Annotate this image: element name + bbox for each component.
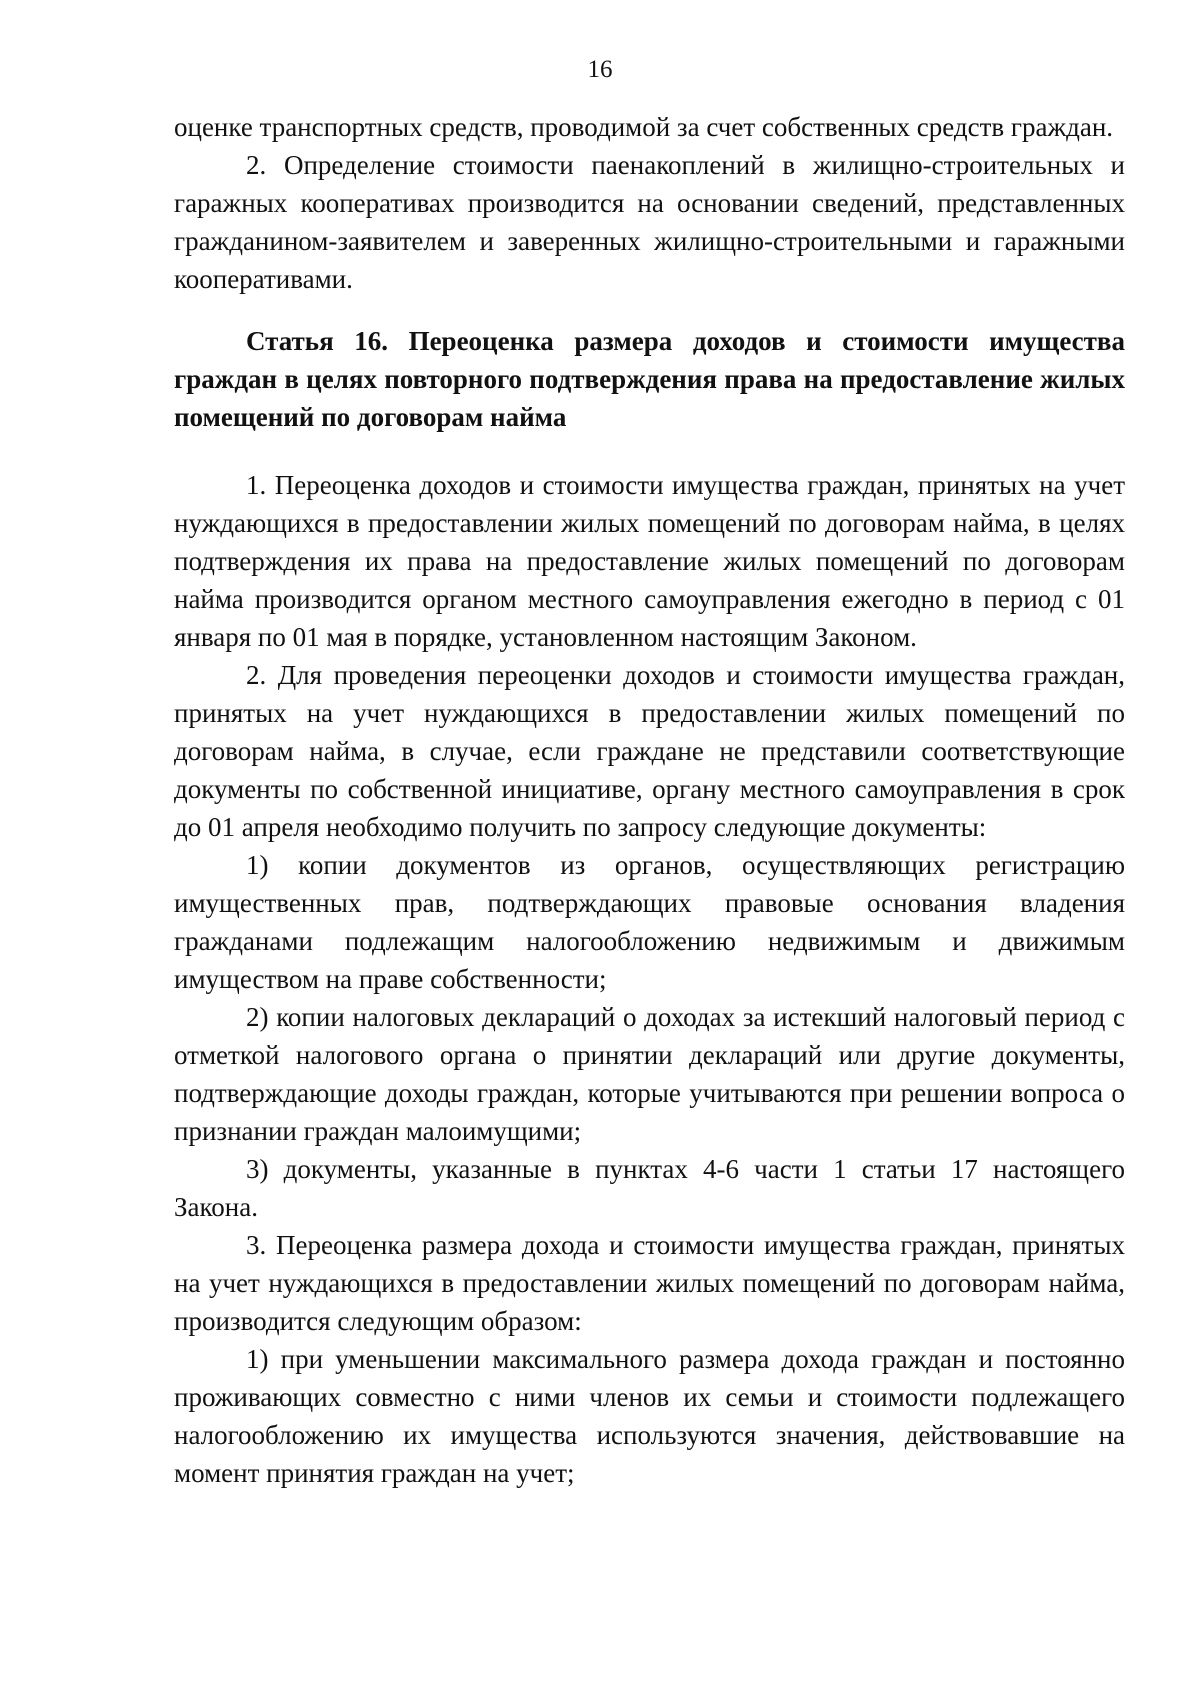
paragraph: 2. Для проведения переоценки доходов и стоимости имущества граждан, принятых на учет нуждающихся в предоставлении жилых помещений по договорам найма, в случае, если граждане не представили соответствующие документы по собственной инициативе, органу местного самоуправления в срок до 01 апреля необходимо получить по запросу следующие документы: [174, 660, 1125, 842]
paragraph: 2. Определение стоимости паенакоплений в жилищно-строительных и гаражных кооперативах производится на основании сведений, представленных гражданином-заявителем и заверенных жилищно-строительными и гаражными кооперативами. [174, 150, 1125, 294]
list-item: 3) документы, указанные в пунктах 4-6 части 1 статьи 17 настоящего Закона. [174, 1154, 1125, 1222]
paragraph-continuation: оценке транспортных средств, проводимой за счет собственных средств граждан. [174, 112, 1114, 142]
paragraph: 3. Переоценка размера дохода и стоимости имущества граждан, принятых на учет нуждающихся в предоставлении жилых помещений по договорам найма, производится следующим образом: [174, 1230, 1125, 1336]
article-title: Статья 16. Переоценка размера доходов и стоимости имущества граждан в целях повторного подтверждения права на предоставление жилых помещений по договорам найма [174, 326, 1125, 432]
paragraph: 1. Переоценка доходов и стоимости имущества граждан, принятых на учет нуждающихся в предоставлении жилых помещений по договорам найма, в целях подтверждения их права на предоставление жилых помещений по договорам найма производится органом местного самоуправления ежегодно в период с 01 января по 01 мая в порядке, установленном настоящим Законом. [174, 470, 1125, 652]
page-number: 16 [587, 56, 613, 83]
list-item: 1) при уменьшении максимального размера дохода граждан и постоянно проживающих совместно с ними членов их семьи и стоимости подлежащего налогообложению их имущества используются значения, действовавшие на момент принятия граждан на учет; [174, 1344, 1125, 1488]
list-item: 1) копии документов из органов, осуществляющих регистрацию имущественных прав, подтверждающих правовые основания владения гражданами подлежащим налогообложению недвижимым и движимым имуществом на праве собственности; [174, 850, 1125, 994]
document-body [174, 108, 1125, 1492]
list-item: 2) копии налоговых деклараций о доходах за истекший налоговый период с отметкой налогового органа о принятии деклараций или другие документы, подтверждающие доходы граждан, которые учитываются при решении вопроса о признании граждан малоимущими; [174, 1002, 1125, 1146]
